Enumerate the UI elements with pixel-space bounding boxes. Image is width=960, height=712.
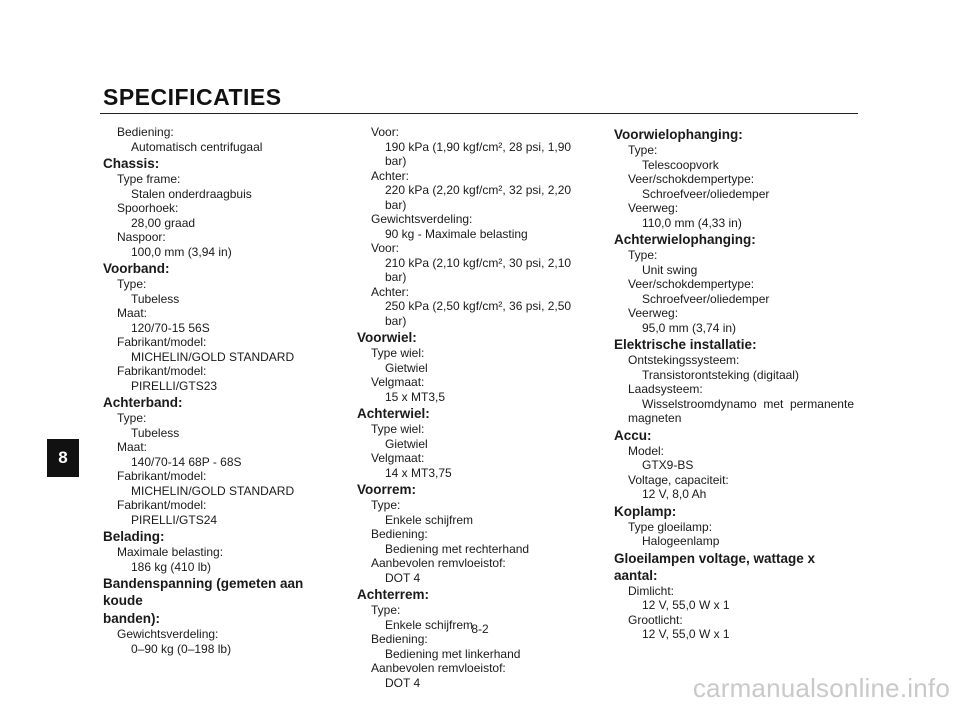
spec-label: Type: — [117, 411, 147, 425]
spec-label: Achter: — [371, 168, 410, 183]
spec-heading: Voorwiel: — [357, 330, 417, 345]
spec-heading: Voorrem: — [357, 482, 417, 497]
spec-value: 28,00 graad — [131, 215, 196, 230]
spec-label: Type gloeilamp: — [628, 519, 713, 534]
spec-value: 190 kPa (1,90 kgf/cm², 28 psi, 1,90 bar) — [385, 139, 572, 168]
spec-label: Maat: — [117, 440, 148, 454]
spec-value: magneten — [628, 411, 682, 425]
spec-label: Bediening: — [371, 632, 428, 646]
spec-value: 186 kg (410 lb) — [131, 559, 212, 574]
spec-label: Velgmaat: — [371, 451, 425, 465]
spec-label: Type: — [628, 248, 658, 262]
spec-value: Schroefveer/oliedemper — [642, 186, 770, 201]
spec-heading: Koplamp: — [614, 503, 677, 519]
spec-value: Unit swing — [642, 262, 698, 277]
spec-label: Ontstekingssysteem: — [628, 353, 740, 367]
spec-value: Enkele schijfrem — [385, 617, 474, 632]
spec-heading: Chassis: — [103, 156, 160, 171]
spec-value: Tubeless — [131, 425, 180, 440]
spec-label: Velgmaat: — [371, 375, 425, 389]
spec-heading: Voorband: — [103, 261, 170, 276]
spec-value: Halogeenlamp — [642, 534, 720, 548]
spec-label: Type wiel: — [371, 422, 425, 436]
spec-label: Aanbevolen remvloeistof: — [371, 661, 506, 675]
spec-heading: Achterwielophanging: — [614, 232, 756, 247]
spec-label: Gewichtsverdeling: — [371, 212, 473, 226]
spec-value: 12 V, 55,0 W x 1 — [642, 627, 730, 641]
spec-heading: Elektrische installatie: — [614, 337, 757, 352]
spec-label: Grootlicht: — [628, 612, 683, 627]
spec-value: Stalen onderdraagbuis — [131, 186, 252, 201]
spec-label: Bediening: — [117, 125, 174, 139]
spec-value: 100,0 mm (3,94 in) — [131, 244, 232, 259]
spec-value: MICHELIN/GOLD STANDARD — [131, 483, 295, 498]
spec-value: Telescoopvork — [642, 157, 719, 172]
spec-value: Gietwiel — [385, 436, 428, 451]
spec-value: Enkele schijfrem — [385, 512, 474, 527]
spec-value: Schroefveer/oliedemper — [642, 291, 770, 306]
spec-value: Bediening met rechterhand — [385, 541, 530, 556]
spec-label: Model: — [628, 443, 665, 458]
spec-label: Type frame: — [117, 172, 181, 186]
spec-label: Type: — [371, 498, 401, 512]
spec-value: Transistorontsteking (digitaal) — [642, 367, 799, 382]
spec-value: PIRELLI/GTS24 — [131, 512, 218, 527]
spec-label: Veerweg: — [628, 306, 679, 320]
spec-label: Veer/schokdempertype: — [628, 277, 755, 291]
chapter-tab: 8 — [47, 439, 79, 477]
spec-value: 220 kPa (2,20 kgf/cm², 32 psi, 2,20 bar) — [385, 183, 572, 212]
spec-heading: Accu: — [614, 427, 652, 443]
spec-label: Type: — [371, 603, 401, 617]
spec-value: 140/70-14 68P - 68S — [131, 454, 242, 469]
spec-value: 95,0 mm (3,74 in) — [642, 320, 737, 335]
spec-value: MICHELIN/GOLD STANDARD — [131, 349, 295, 364]
spec-label: Naspoor: — [117, 230, 166, 244]
page-number: 8-2 — [471, 622, 489, 636]
spec-heading: Achterband: — [103, 395, 183, 410]
spec-label: Type: — [628, 143, 658, 157]
spec-label: Bediening: — [371, 527, 428, 541]
spec-label: Gewichtsverdeling: — [117, 627, 219, 641]
spec-column-2 — [357, 125, 592, 690]
spec-label: Veer/schokdempertype: — [628, 172, 755, 186]
spec-value: PIRELLI/GTS23 — [131, 378, 218, 393]
spec-label: Maximale belasting: — [117, 545, 224, 559]
spec-label: Maat: — [117, 306, 148, 320]
spec-heading: banden): — [103, 611, 160, 626]
spec-value: 250 kPa (2,50 kgf/cm², 36 psi, 2,50 bar) — [385, 299, 572, 328]
spec-heading: Achterrem: — [357, 587, 430, 602]
title-divider — [100, 113, 858, 114]
spec-label: Veerweg: — [628, 201, 679, 215]
spec-label: Spoorhoek: — [117, 201, 179, 215]
spec-heading: Achterwiel: — [357, 406, 430, 421]
spec-label: Voor: — [371, 241, 400, 255]
spec-label: Laadsysteem: — [628, 382, 703, 396]
spec-label: Fabrikant/model: — [117, 335, 207, 349]
spec-value: DOT 4 — [385, 570, 421, 585]
spec-heading: Voorwielophanging: — [614, 127, 743, 142]
spec-label: Dimlicht: — [628, 583, 675, 598]
spec-value: DOT 4 — [385, 675, 421, 690]
spec-value: Wisselstroomdynamo met permanente — [642, 396, 854, 411]
spec-heading: Belading: — [103, 529, 165, 544]
spec-label: Type: — [117, 277, 147, 291]
spec-value: 210 kPa (2,10 kgf/cm², 30 psi, 2,10 bar) — [385, 255, 572, 284]
spec-label: Fabrikant/model: — [117, 364, 207, 378]
watermark: carmanualsonline.info — [692, 673, 950, 703]
spec-value: 12 V, 55,0 W x 1 — [642, 598, 730, 612]
spec-label: Aanbevolen remvloeistof: — [371, 556, 506, 570]
spec-value: 110,0 mm (4,33 in) — [642, 215, 742, 230]
spec-column-3 — [614, 125, 854, 642]
spec-value: GTX9-BS — [642, 458, 694, 472]
spec-value: 90 kg - Maximale belasting — [385, 226, 528, 241]
spec-label: Fabrikant/model: — [117, 469, 207, 483]
spec-value: Bediening met linkerhand — [385, 646, 521, 661]
spec-column-1 — [103, 125, 343, 656]
spec-value: Automatisch centrifugaal — [131, 139, 263, 154]
spec-label: Type wiel: — [371, 346, 425, 360]
spec-label: Achter: — [371, 284, 410, 299]
spec-label: Fabrikant/model: — [117, 498, 207, 512]
spec-value: 120/70-15 56S — [131, 320, 210, 335]
spec-heading: Bandenspanning (gemeten aan koude — [103, 576, 304, 608]
spec-value: 15 x MT3,5 — [385, 389, 446, 404]
spec-label: Voor: — [371, 125, 400, 139]
spec-value: Gietwiel — [385, 360, 428, 375]
spec-value: Tubeless — [131, 291, 180, 306]
spec-value: 14 x MT3,75 — [385, 465, 452, 480]
spec-label: Voltage, capaciteit: — [628, 472, 729, 487]
page-title: SPECIFICATIES — [103, 84, 282, 110]
spec-value: 12 V, 8,0 Ah — [642, 487, 707, 501]
spec-heading: Gloeilampen voltage, wattage x aantal: — [614, 550, 816, 583]
spec-value: 0–90 kg (0–198 lb) — [131, 641, 232, 656]
